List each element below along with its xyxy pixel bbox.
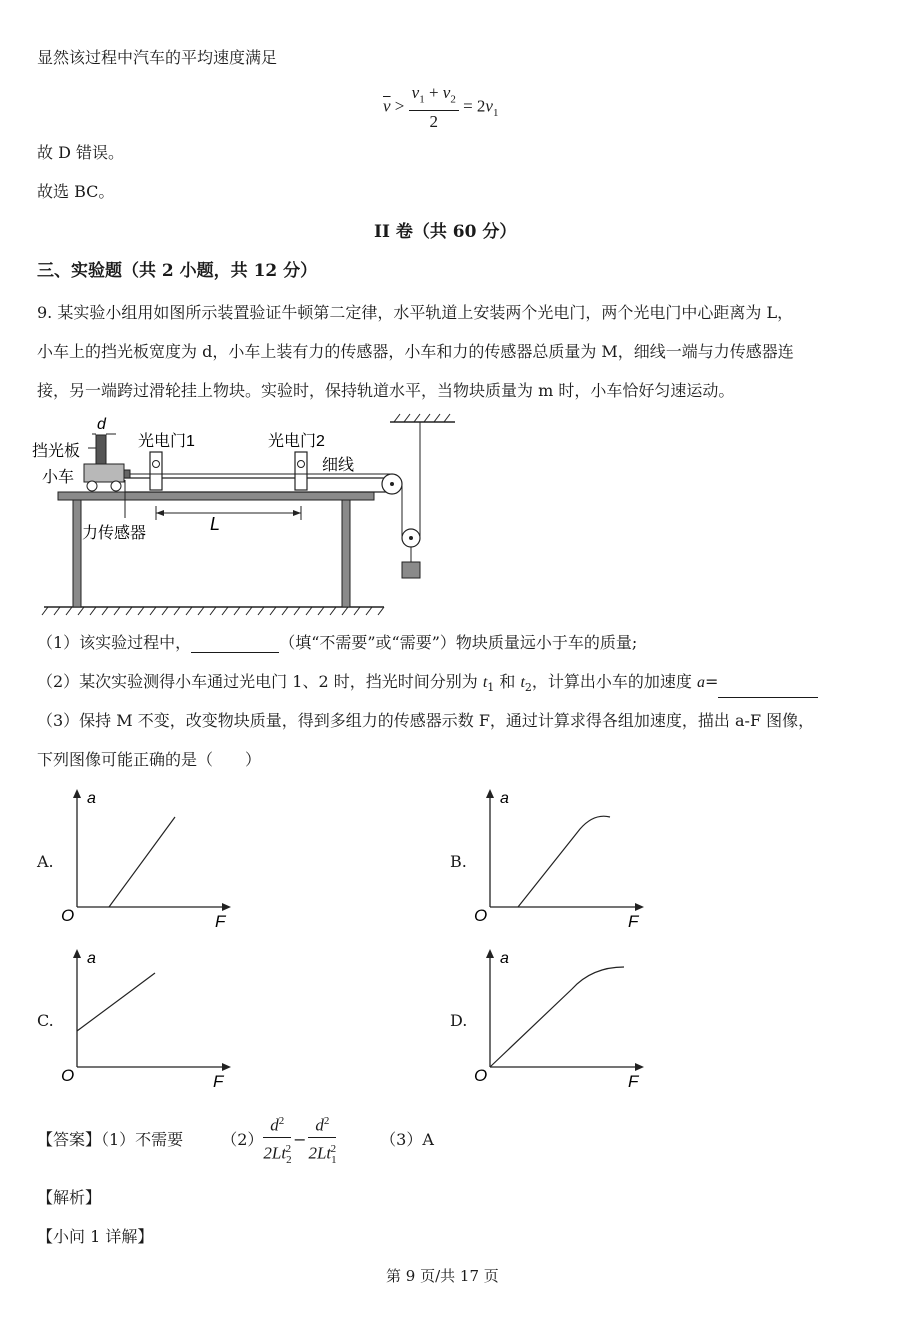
graph-a-ylabel: a [87,790,96,807]
graph-b-origin: O [474,906,488,925]
choose-line: 故选 BC。 [37,182,115,201]
sub2-line: （2）某次实验测得小车通过光电门 1、2 时，挡光时间分别为 $t_1$ 和 $t_2$，计算出小车的加速度 a= [37,672,818,698]
d-label: d [97,416,106,433]
apparatus-diagram [30,410,470,620]
section-three-heading: 三、实验题（共 2 小题，共 12 分） [37,261,318,281]
q9-line1: 9. 某实验小组用如图所示装置验证牛顿第二定律，水平轨道上安装两个光电门，两个光电门中心距离为 L， [37,303,794,322]
sub1-line: （1）该实验过程中， （填“不需要”或“需要”）物块质量远小于车的质量; [37,633,638,652]
avg-velocity: $\overline{v}$ [383,96,391,116]
answer-line: 【答案】（1）不需要 （2） $\frac{d^2}{2Lt_2^2}$ − $\frac{d^2}{2Lt_1^2}$ （3）A [37,1110,434,1171]
gt-sign: > [394,96,405,116]
fraction: $\frac{v_1 + v_2}{2}$ [409,82,459,133]
answer-fraction-2: $\frac{d^2}{2Lt_1^2}$ [308,1110,336,1171]
q9-line2: 小车上的挡光板宽度为 d，小车上装有力的传感器，小车和力的传感器总质量为 M，细线一端与力传感器连 [37,342,794,361]
graph-c-ylabel: a [87,950,96,967]
option-c-label: C. [37,1011,54,1030]
car-label: 小车 [42,469,75,486]
graph-d [468,945,658,1095]
graph-d-ylabel: a [500,950,509,967]
answer-part3: （3）A [380,1130,434,1150]
d-wrong-line: 故 D 错误。 [37,143,125,162]
graph-a-xlabel: F [215,912,226,931]
graph-a [55,785,245,935]
graph-c-origin: O [61,1066,75,1085]
answer-part2: （2） [221,1130,264,1150]
graph-a-origin: O [61,906,75,925]
option-d-label: D. [450,1011,468,1030]
graph-c-xlabel: F [213,1072,224,1091]
string-label: 细线 [322,457,355,474]
graph-d-origin: O [474,1066,488,1085]
shield-label: 挡光板 [32,443,81,460]
page-footer: 第 9 页/共 17 页 [386,1267,499,1285]
section-ii-heading: II 卷（共 60 分） [374,222,517,242]
option-b-label: B. [450,852,467,871]
L-label: L [210,514,221,534]
answer-fraction-1: $\frac{d^2}{2Lt_2^2}$ [263,1110,291,1171]
graph-c [55,945,245,1095]
inequality-formula: $\overline{v}$ > $\frac{v_1 + v_2}{2}$ = $2v_1$ [383,83,499,132]
sub3-line2: 下列图像可能正确的是（ ） [37,750,262,769]
q9-line3: 接，另一端跨过滑轮挂上物块。实验时，保持轨道水平，当物块质量为 m 时，小车恰好匀速运动。 [37,381,735,400]
gate1-label: 光电门1 [138,433,195,450]
option-a-label: A. [37,852,54,871]
sensor-label: 力传感器 [82,525,147,542]
graph-b-xlabel: F [628,912,639,931]
graph-d-xlabel: F [628,1072,639,1091]
analysis-heading: 【解析】 [37,1188,102,1207]
graph-b [468,785,658,935]
answer-label: 【答案】（1）不需要 [37,1130,184,1150]
intro-line: 显然该过程中汽车的平均速度满足 [37,48,278,67]
gate2-label: 光电门2 [268,433,325,450]
subq1-heading: 【小问 1 详解】 [37,1227,154,1246]
graph-b-ylabel: a [500,790,509,807]
eq-sign: = [463,96,473,116]
sub3-line1: （3）保持 M 不变，改变物块质量，得到多组力的传感器示数 F，通过计算求得各组加速度，描出 a-F 图像， [37,711,815,730]
